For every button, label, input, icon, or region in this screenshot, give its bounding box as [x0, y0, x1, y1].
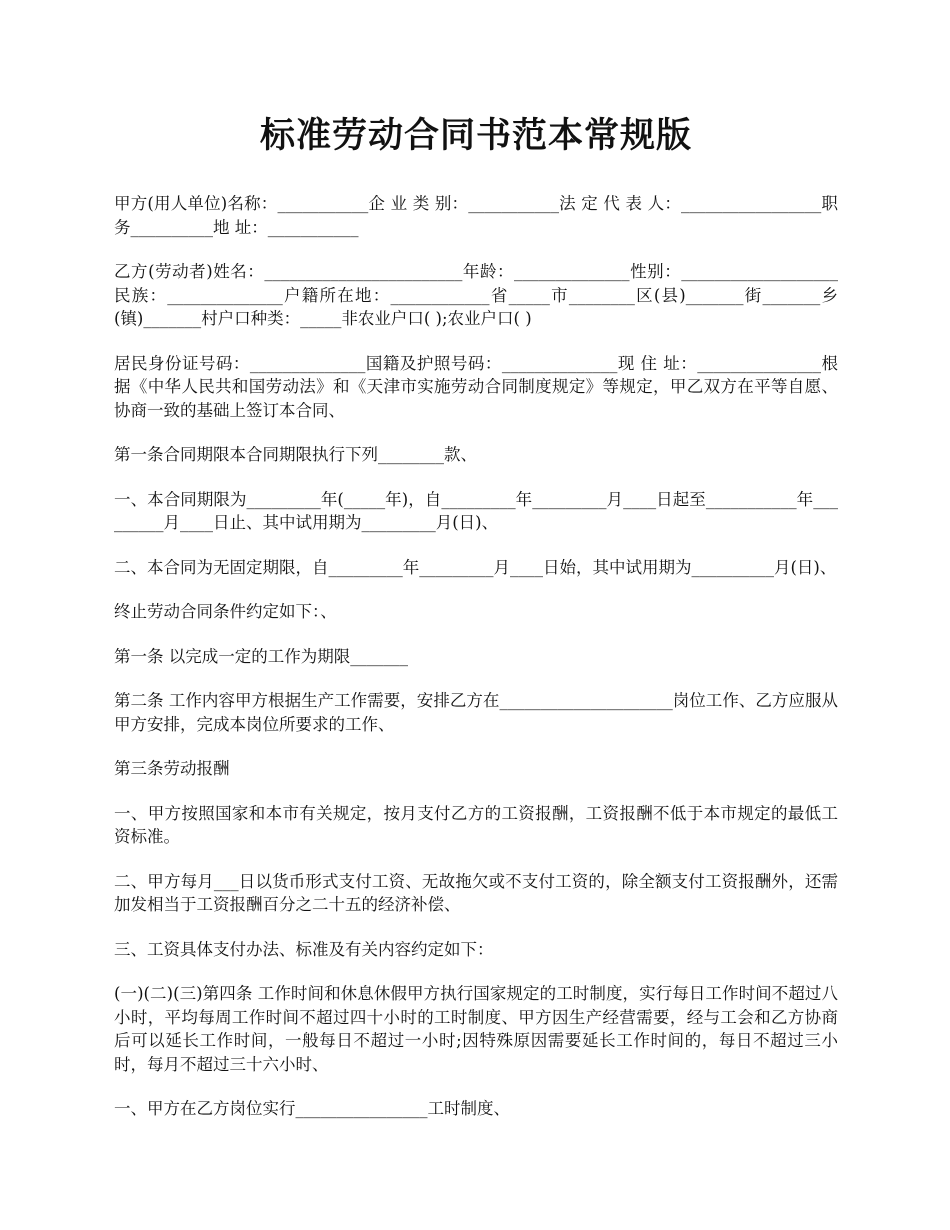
pay-clause-3: 三、工资具体支付办法、标准及有关内容约定如下：	[114, 939, 494, 959]
pay-clause-1: 一、甲方按照国家和本市有关规定，按月支付乙方的工资报酬，工资报酬不低于本市规定的最低工资标准。	[114, 803, 838, 846]
article-1-term: 第一条合同期限本合同期限执行下列________款、	[114, 445, 477, 464]
party-a-info: 甲方(用人单位)名称：___________企 业 类 别：___________法 定 代 表 人：_________________职务__________地 址：___________	[114, 194, 838, 237]
term-open: 二、本合同为无固定期限，自_________年_________月____日始，其中试用期为__________月(日)、	[114, 557, 837, 577]
article-3-heading: 第三条劳动报酬	[114, 759, 230, 778]
article-2-work-content: 第二条 工作内容甲方根据生产工作需要，安排乙方在_____________________岗位工作、乙方应服从甲方安排，完成本岗位所要求的工作、	[114, 691, 838, 734]
hours-clause-1: 一、甲方在乙方岗位实行________________工时制度、	[114, 1099, 510, 1118]
party-b-info: 乙方(劳动者)姓名：________________________年龄：______________性别：___________________民族：______________户籍所在地：____________省_____市________区(县)_______街_______乡(镇)_______村户口种类：_____非农业户口( );农业户口( )	[114, 262, 838, 328]
article-1-task-term: 第一条 以完成一定的工作为期限_______	[114, 646, 408, 666]
article-4-working-hours: (一)(二)(三)第四条 工作时间和休息休假甲方执行国家规定的工时制度，实行每日工作时间不超过八小时，平均每周工作时间不超过四十小时的工时制度、甲方因生产经营需要，经与工会和乙方协商后可以延长工作时间，一般每日不超过一小时;因特殊原因需要延长工作时间的，每日不超过三小时，每月不超过三十六小时、	[114, 984, 838, 1074]
term-fixed: 一、本合同期限为_________年(_____年)，自_________年_________月____日起至___________年_________月____日止、其中试用期为_________月(日)、	[114, 489, 838, 532]
termination-conditions: 终止劳动合同条件约定如下：、	[114, 602, 337, 621]
contract-page	[114, 110, 838, 1142]
id-card-info: 居民身份证号码：______________国籍及护照号码：______________现 住 址：_______________根据《中华人民共和国劳动法》和《天津市实施劳动合同制度规定》等规定，甲乙双方在平等自愿、协商一致的基础上签订本合同、	[114, 353, 838, 420]
pay-clause-2: 二、甲方每月___日以货币形式支付工资、无故拖欠或不支付工资的，除全额支付工资报酬外，还需加发相当于工资报酬百分之二十五的经济补偿、	[114, 871, 838, 914]
document-title: 标准劳动合同书范本常规版	[259, 115, 692, 156]
